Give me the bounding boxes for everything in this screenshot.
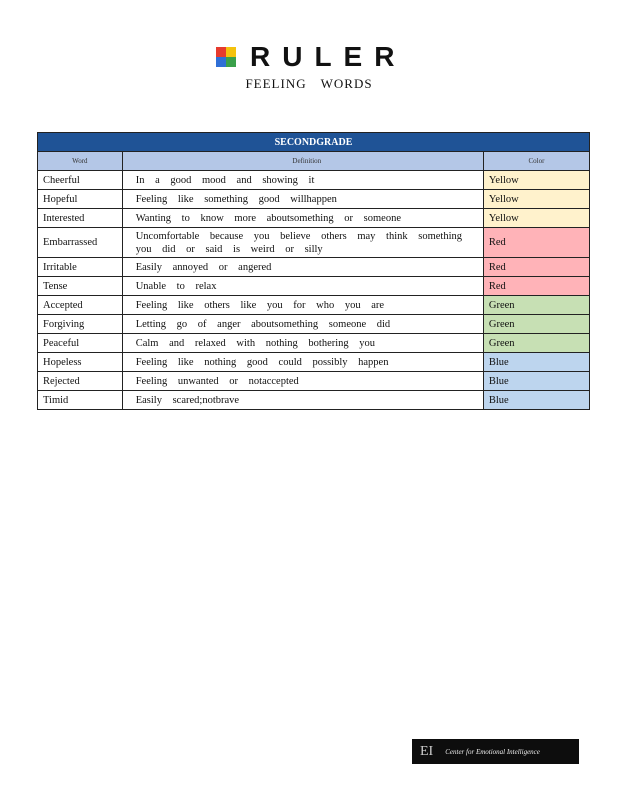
definition-cell: Feeling like others like you for who you are (122, 296, 483, 315)
column-header-word: Word (38, 152, 123, 171)
word-cell: Tense (38, 277, 123, 296)
definition-cell: Wanting to know more aboutsomething or someone (122, 209, 483, 228)
word-cell: Interested (38, 209, 123, 228)
definition-cell: Feeling unwanted or notaccepted (122, 372, 483, 391)
word-cell: Rejected (38, 372, 123, 391)
word-cell: Embarrassed (38, 228, 123, 258)
color-cell: Blue (483, 372, 589, 391)
table-row (38, 228, 590, 258)
definition-cell: Calm and relaxed with nothing bothering you (122, 334, 483, 353)
footer-logo (412, 739, 579, 764)
logo-square-red (216, 47, 226, 57)
color-cell: Green (483, 334, 589, 353)
feeling-words-table (37, 132, 590, 410)
ei-mark: EI (420, 743, 434, 759)
definition-cell: Unable to relax (122, 277, 483, 296)
word-cell: Forgiving (38, 315, 123, 334)
word-cell: Timid (38, 391, 123, 410)
color-cell: Green (483, 315, 589, 334)
color-cell: Blue (483, 391, 589, 410)
word-cell: Hopeful (38, 190, 123, 209)
footer-text: Center for Emotional Intelligence (445, 747, 540, 756)
color-cell: Yellow (483, 190, 589, 209)
ruler-logo-mark (216, 47, 236, 67)
color-cell: Red (483, 258, 589, 277)
definition-cell: Feeling like something good willhappen (122, 190, 483, 209)
page-subtitle: FEELING WORDS (245, 76, 373, 91)
definition-cell: Feeling like nothing good could possibly happen (122, 353, 483, 372)
logo-square-yellow (226, 47, 236, 57)
word-cell: Irritable (38, 258, 123, 277)
word-cell: Cheerful (38, 171, 123, 190)
logo-square-blue (216, 57, 226, 67)
column-header-color: Color (483, 152, 589, 171)
table-row (38, 334, 590, 353)
color-cell: Red (483, 277, 589, 296)
table-row (38, 353, 590, 372)
definition-cell: Easily scared;notbrave (122, 391, 483, 410)
table-row (38, 209, 590, 228)
color-cell: Yellow (483, 171, 589, 190)
table-row (38, 315, 590, 334)
logo-square-green (226, 57, 236, 67)
ruler-logo (216, 43, 406, 71)
color-cell: Yellow (483, 209, 589, 228)
table-row (38, 277, 590, 296)
logo-text: RULER (250, 41, 407, 72)
color-cell: Green (483, 296, 589, 315)
grade-header: SECONDGRADE (38, 133, 590, 152)
color-cell: Red (483, 228, 589, 258)
table-row (38, 171, 590, 190)
definition-cell: Easily annoyed or angered (122, 258, 483, 277)
column-header-definition: Definition (122, 152, 483, 171)
table-row (38, 372, 590, 391)
word-cell: Accepted (38, 296, 123, 315)
definition-cell: In a good mood and showing it (122, 171, 483, 190)
word-cell: Peaceful (38, 334, 123, 353)
table-row (38, 190, 590, 209)
table-row (38, 391, 590, 410)
color-cell: Blue (483, 353, 589, 372)
table-row (38, 296, 590, 315)
word-cell: Hopeless (38, 353, 123, 372)
table-row (38, 258, 590, 277)
definition-cell: Letting go of anger aboutsomething someone did (122, 315, 483, 334)
definition-cell: Uncomfortable because you believe others may think something you did or said is weird or silly (122, 228, 483, 258)
